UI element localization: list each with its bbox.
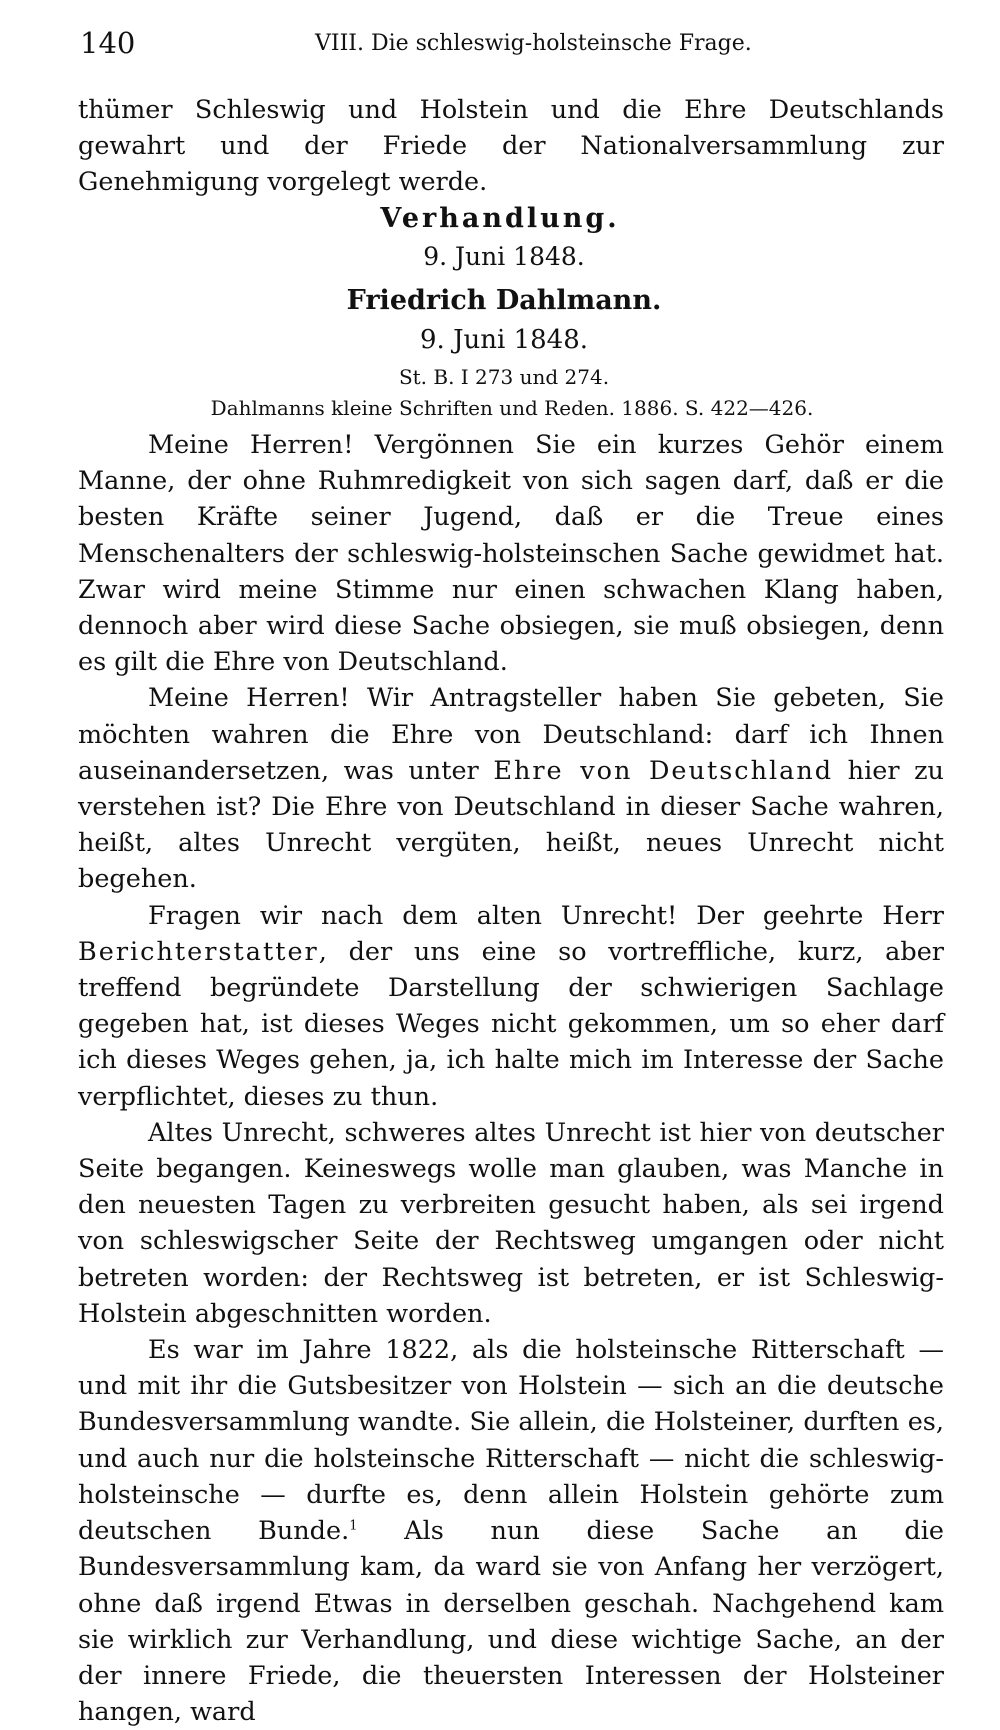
paragraph-1: Meine Herren! Vergönnen Sie ein kurzes Gehör einem Manne, der ohne Ruhmredigkeit von sich sagen darf, daß er die besten Kräfte seiner Jugend, daß er die Treue eines Menschenalters der schleswig-holsteinschen Sache gewidmet hat. Zwar wird meine Stimme nur einen schwachen Klang haben, dennoch aber wird diese Sache obsiegen, sie muß obsiegen, denn es gilt die Ehre von Deutschland. xyxy=(78,430,944,678)
page-number: 140 xyxy=(80,26,136,60)
paragraph-3-part-a: Fragen wir nach dem alten Unrecht! Der geehrte Herr xyxy=(148,900,944,931)
paragraph-4: Altes Unrecht, schweres altes Unrecht ist hier von deutscher Seite begangen. Keineswegs wolle man glauben, was Manche in den neuesten Tagen zu verbreiten gesucht haben, als sei irgend von schleswigscher Seite der Rechtsweg umgangen oder nicht betreten worden: der Rechtsweg ist betreten, er ist Schleswig-Holstein abgeschnitten worden. xyxy=(78,1117,944,1329)
paragraph-5-part-b: Als nun diese Sache an die Bundesversammlung kam, da ward sie von Anfang her verzögert, ohne daß irgend Etwas in derselben geschah. Nachgehend kam sie wirklich zur Verhandlung, und diese wichtige Sache, an der der innere Friede, die theuersten Interessen der Holsteiner hangen, ward xyxy=(78,1516,944,1728)
section-title: Verhandlung. xyxy=(380,203,620,234)
paragraph-2 xyxy=(78,680,944,897)
running-head xyxy=(80,24,940,64)
section-date: 9. Juni 1848. xyxy=(423,242,585,271)
paragraph-3-part-c: , der uns eine so vortreffliche, kurz, aber treffend begründete Darstellung der schwierigen Sachlage gegeben hat, ist dieses Weges nicht gekommen, um so eher darf ich dieses Weges gehen, ja, ich halte mich im Interesse der Sache verpflichtet, dieses zu thun. xyxy=(78,936,944,1112)
intro-paragraph: thümer Schleswig und Holstein und die Ehre Deutschlands gewahrt und der Friede der Nationalversammlung zur Genehmigung vorgelegt werde. xyxy=(78,95,944,198)
source-reference: St. B. I 273 und 274. xyxy=(398,365,610,389)
emphasis-ehre-von-deutschland: Ehre von Deutschland xyxy=(493,755,834,786)
speech-date: 9. Juni 1848. xyxy=(420,325,588,355)
paragraph-3 xyxy=(78,898,944,1115)
paragraph-2-part-c: hier zu verstehen ist? Die Ehre von Deutschland in dieser Sache wahren, heißt, altes Unrecht vergüten, heißt, neues Unrecht nicht begehen. xyxy=(78,755,944,895)
paragraph-5-part-a: Es war im Jahre 1822, als die holsteinsche Ritterschaft — und mit ihr die Gutsbesitzer von Holstein — sich an die deutsche Bundesversammlung wandte. Sie allein, die Holsteiner, durften es, und auch nur die holsteinsche Ritterschaft — nicht die schleswig-holsteinsche — durfte es, denn allein Holstein gehörte zum deutschen Bunde. xyxy=(78,1335,944,1547)
speech-text xyxy=(78,427,944,1730)
source-reference-secondary: Dahlmanns kleine Schriften und Reden. 1886. S. 422—426. xyxy=(210,396,814,420)
footnote-marker: 1 xyxy=(349,1518,358,1534)
paragraph-2-part-a: Meine Herren! Wir Antragsteller haben Sie gebeten, Sie möchten wahren die Ehre von Deutschland: darf ich Ihnen auseinandersetzen, was unter xyxy=(78,683,944,786)
speaker-name: Friedrich Dahlmann. xyxy=(346,285,662,316)
running-title: VIII. Die schleswig-holsteinsche Frage. xyxy=(315,31,752,56)
paragraph-5 xyxy=(78,1332,944,1730)
emphasis-berichterstatter: Berichterstatter xyxy=(78,936,319,967)
